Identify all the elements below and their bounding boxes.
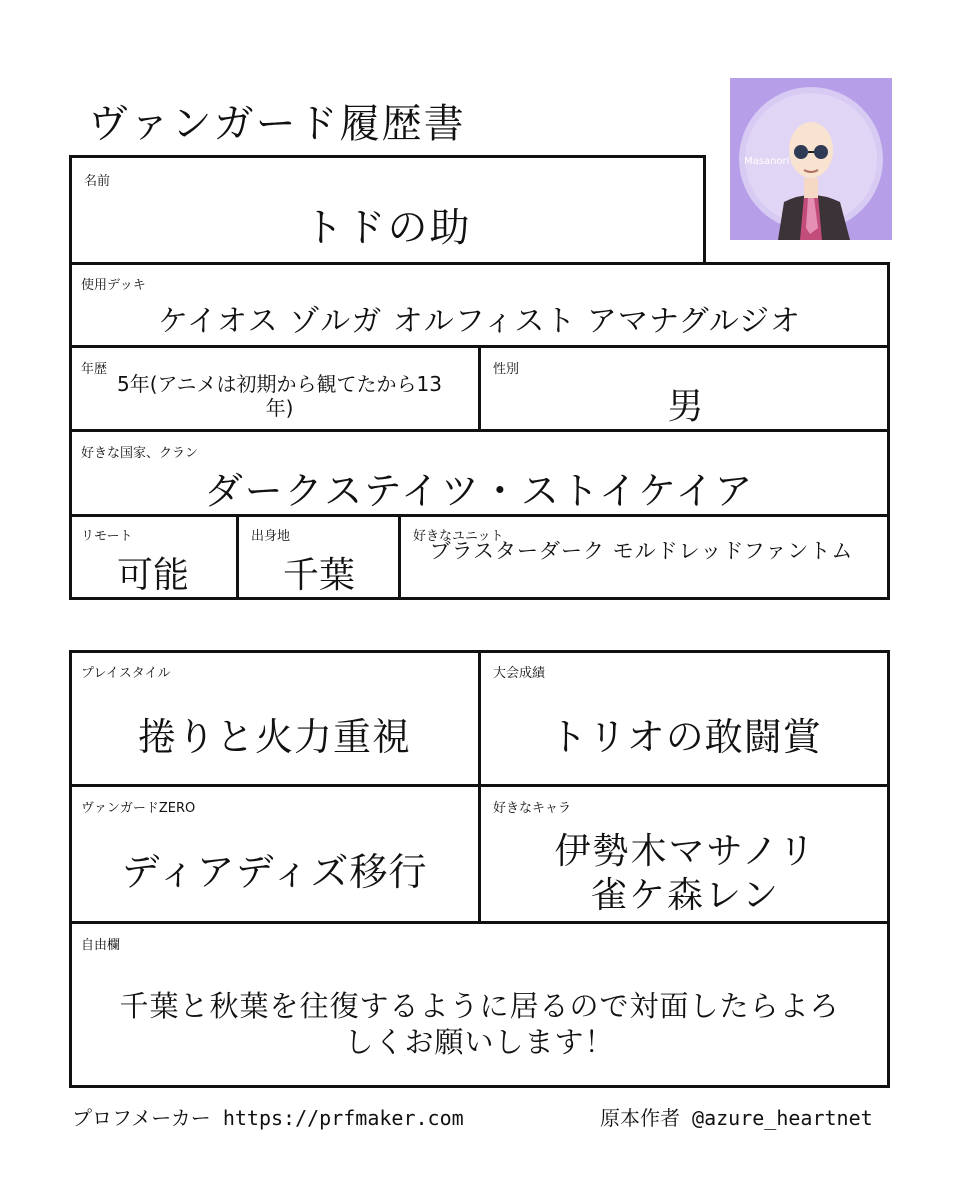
name-cell xyxy=(69,155,706,265)
deck-value: ケイオス ゾルガ オルフィスト アマナグルジオ xyxy=(157,304,802,339)
hometown-cell xyxy=(239,517,399,597)
remote-cell xyxy=(69,517,237,597)
playstyle-cell xyxy=(69,650,480,786)
name-value: トドの助 xyxy=(303,205,472,251)
chara-value-2: 雀ケ森レン xyxy=(590,875,781,916)
chara-cell xyxy=(481,787,890,923)
clan-cell xyxy=(69,432,890,516)
zero-cell xyxy=(69,787,480,923)
chara-label: 好きなキャラ xyxy=(493,801,572,816)
avatar-illustration xyxy=(730,78,892,240)
chara-value-1: 伊勢木マサノリ xyxy=(554,831,817,872)
gender-value: 男 xyxy=(667,386,704,427)
name-label: 名前 xyxy=(84,174,111,189)
clan-value: ダークステイツ・ストイケイア xyxy=(204,469,755,513)
years-label: 年歴 xyxy=(81,362,108,377)
tournament-cell xyxy=(481,650,890,786)
hometown-label: 出身地 xyxy=(251,529,291,544)
footer-right: 原本作者 @azure_heartnet xyxy=(600,1106,873,1130)
free-value-1: 千葉と秋葉を往復するように居るので対面したらよろ xyxy=(119,989,840,1023)
tournament-label: 大会成績 xyxy=(493,666,546,681)
avatar-text: Masanori xyxy=(744,156,790,167)
years-value: 5年(アニメは初期から観てたから13年) xyxy=(117,372,442,420)
avatar xyxy=(730,78,892,240)
zero-value: ディアディズ移行 xyxy=(121,850,428,894)
tournament-value: トリオの敢闘賞 xyxy=(549,715,822,759)
free-cell xyxy=(69,924,890,1088)
unit-label: 好きなユニット xyxy=(413,529,504,544)
playstyle-value: 捲りと火力重視 xyxy=(137,715,411,759)
remote-label: リモート xyxy=(81,529,133,544)
deck-label: 使用デッキ xyxy=(81,278,146,293)
unit-cell xyxy=(401,517,890,597)
unit-value: ブラスターダーク モルドレッドファントム xyxy=(429,539,854,563)
playstyle-label: プレイスタイル xyxy=(81,666,171,681)
clan-label: 好きな国家、クラン xyxy=(81,446,199,461)
gender-cell xyxy=(481,348,890,430)
deck-cell xyxy=(69,262,890,348)
free-label: 自由欄 xyxy=(81,938,121,953)
hometown-value: 千葉 xyxy=(282,555,355,596)
zero-label: ヴァンガードZERO xyxy=(81,801,196,816)
remote-value: 可能 xyxy=(116,555,189,596)
years-cell xyxy=(69,348,479,430)
footer-left: プロフメーカー https://prfmaker.com xyxy=(72,1106,464,1130)
gender-label: 性別 xyxy=(493,362,520,377)
free-value-2: しくお願いします！ xyxy=(344,1025,615,1059)
page-title: ヴァンガード履歴書 xyxy=(88,101,466,147)
